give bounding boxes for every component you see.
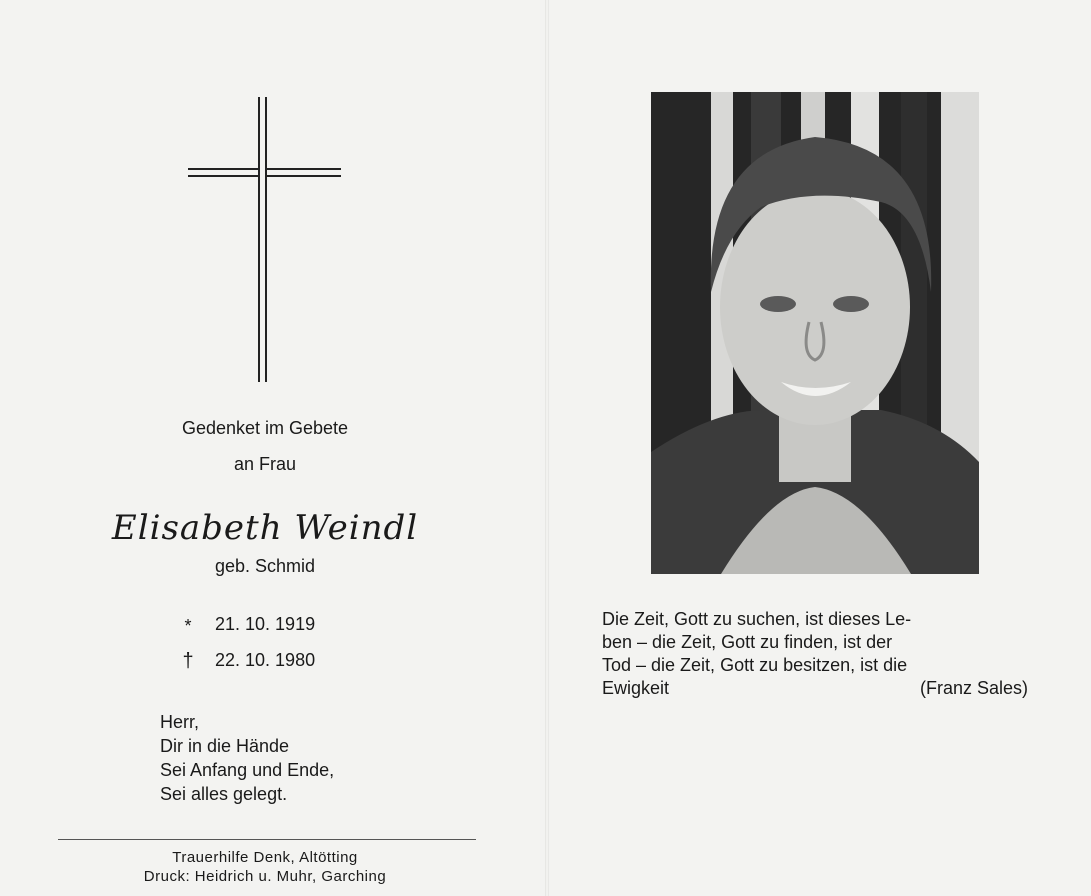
quote-last-line bbox=[602, 677, 1028, 700]
death-symbol: † bbox=[182, 650, 194, 672]
cross-center bbox=[260, 167, 265, 178]
intro-line-1: Gedenket im Gebete bbox=[181, 418, 349, 438]
quote-author: (Franz Sales) bbox=[919, 678, 1028, 698]
portrait-image bbox=[651, 92, 979, 574]
quote-line: Tod – die Zeit, Gott zu besitzen, ist die bbox=[602, 655, 908, 675]
verse-line: Sei Anfang und Ende, bbox=[160, 760, 335, 780]
death-date: 22. 10. 1980 bbox=[215, 650, 316, 670]
verse-line: Dir in die Hände bbox=[160, 736, 290, 756]
quote-ending: Ewigkeit bbox=[602, 678, 670, 698]
verse-line: Sei alles gelegt. bbox=[160, 784, 288, 804]
cross-icon bbox=[258, 97, 267, 382]
quote-line: ben – die Zeit, Gott zu finden, ist der bbox=[602, 632, 893, 652]
intro-line-2: an Frau bbox=[233, 454, 297, 474]
left-page bbox=[0, 0, 545, 896]
quote bbox=[602, 608, 1028, 700]
quote-line: Die Zeit, Gott zu suchen, ist dieses Le- bbox=[602, 609, 912, 629]
printer-line-2: Druck: Heidrich u. Muhr, Garching bbox=[143, 868, 387, 885]
birth-symbol: * bbox=[184, 616, 192, 636]
portrait-photo bbox=[651, 92, 979, 574]
right-page bbox=[549, 0, 1091, 896]
verse-line: Herr, bbox=[160, 712, 200, 732]
divider bbox=[58, 839, 476, 840]
birth-date: 21. 10. 1919 bbox=[215, 614, 316, 634]
maiden-name: geb. Schmid bbox=[214, 556, 316, 576]
printer-line-1: Trauerhilfe Denk, Altötting bbox=[172, 849, 358, 866]
prayer-verse bbox=[160, 710, 334, 806]
deceased-name: Elisabeth Weindl bbox=[111, 508, 419, 548]
